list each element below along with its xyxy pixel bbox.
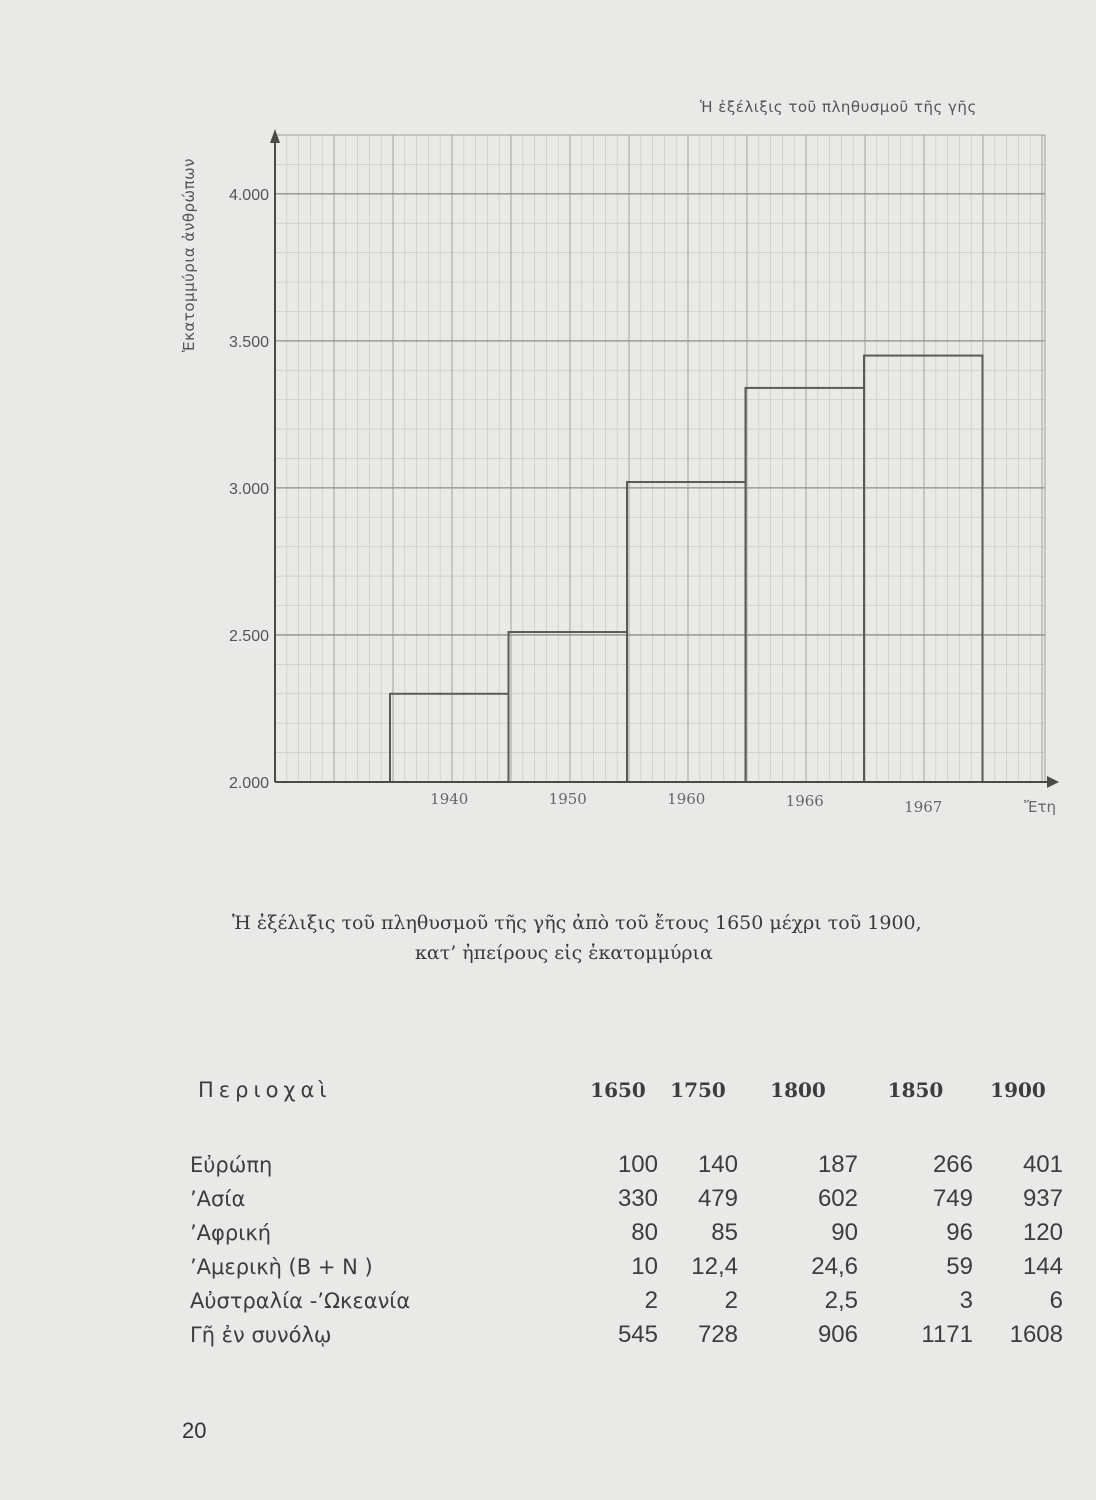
table-cell: 1608 [1009,1321,1063,1348]
table-caption [0,908,1096,968]
x-tick-label: 1967 [904,798,943,816]
table-cell: 10 [631,1253,658,1280]
x-tick-label: 1960 [667,790,706,808]
region-name: Γῆ ἐν συνόλῳ [190,1323,332,1347]
table-cell: 602 [817,1185,858,1212]
table-cell: 59 [946,1253,973,1280]
table-cell: 545 [617,1321,658,1348]
x-tick-label: 1966 [785,792,824,810]
table-cell: 85 [711,1219,738,1246]
table-cell: 749 [932,1185,973,1212]
caption-line-1: Ἡ ἐξέλιξις τοῦ πληθυσμοῦ τῆς γῆς ἀπὸ τοῦ ἔτους 1650 μέχρι τοῦ 1900, [232,912,922,934]
table-cell: 3 [959,1287,973,1314]
table-cell: 187 [817,1151,858,1178]
table-cell: 401 [1022,1151,1063,1178]
table-cell: 96 [946,1219,973,1246]
chart-minor-grid [275,135,1045,782]
page-number: 20 [182,1418,207,1443]
column-header-region: Περιοχαὶ [198,1078,332,1102]
table-cell: 90 [831,1219,858,1246]
column-header-year: 1750 [670,1078,726,1102]
caption-line-2: κατ’ ἠπείρους εἰς ἑκατομμύρια [415,942,713,964]
y-tick-label: 4.000 [228,186,269,204]
region-name: Εὐρώπη [190,1153,273,1177]
table-cell: 937 [1022,1185,1063,1212]
table-cell: 80 [631,1219,658,1246]
x-axis-label: Ἔτη [1023,798,1057,816]
table-row [180,1216,1063,1250]
y-axis-arrow-icon [270,129,280,143]
chart-x-tick-labels [430,790,1056,816]
table-cell: 266 [932,1151,973,1178]
table-row [180,1182,1063,1216]
population-table [180,1066,1063,1352]
table-row [180,1284,1063,1318]
table-cell: 728 [697,1321,738,1348]
table-header-row [180,1066,1063,1114]
table-cell: 12,4 [691,1253,738,1280]
y-tick-label: 3.500 [228,333,269,351]
x-tick-label: 1950 [548,790,587,808]
column-header-year: 1650 [590,1078,646,1102]
column-header-year: 1850 [887,1078,944,1102]
table-cell: 100 [617,1151,658,1178]
column-header-year: 1900 [990,1078,1046,1102]
table-cell: 24,6 [811,1253,858,1280]
table-cell: 120 [1022,1219,1063,1246]
bar-1950 [509,632,628,782]
y-axis-label: Ἑκατομμύρια ἀνθρώπων [180,157,198,353]
table-cell: 1171 [921,1321,973,1348]
table-cell: 2 [644,1287,658,1314]
table-row [180,1250,1063,1284]
table-cell: 144 [1022,1253,1063,1280]
bar-1967 [864,356,983,782]
y-tick-label: 2.500 [228,627,269,645]
table-row [180,1318,1063,1352]
table-spacer [180,1114,1063,1148]
table-cell: 2 [724,1287,738,1314]
chart-title: Ἡ ἐξέλιξις τοῦ πληθυσμοῦ τῆς γῆς [700,98,977,116]
table-cell: 906 [817,1321,858,1348]
region-name: ’Αφρική [190,1221,272,1245]
x-axis-arrow-icon [1047,776,1059,788]
column-header-year: 1800 [770,1078,826,1102]
table-cell: 2,5 [824,1287,858,1314]
table-cell: 479 [697,1185,738,1212]
bar-1960 [627,482,746,782]
region-name: ’Αμερικὴ (Β + Ν ) [190,1255,373,1279]
table-cell: 140 [697,1151,738,1178]
table-cell: 330 [617,1185,658,1212]
region-name: Αὐστραλία -’Ωκεανία [190,1289,411,1313]
table-row [180,1148,1063,1182]
region-name: ’Ασία [190,1187,246,1211]
bar-1940 [390,694,509,782]
chart-y-tick-labels [229,187,269,792]
chart-bars [390,356,983,782]
y-tick-label: 3.000 [228,480,269,498]
y-tick-label: 2.000 [228,775,269,792]
x-tick-label: 1940 [430,790,469,808]
table-cell: 6 [1049,1287,1063,1314]
